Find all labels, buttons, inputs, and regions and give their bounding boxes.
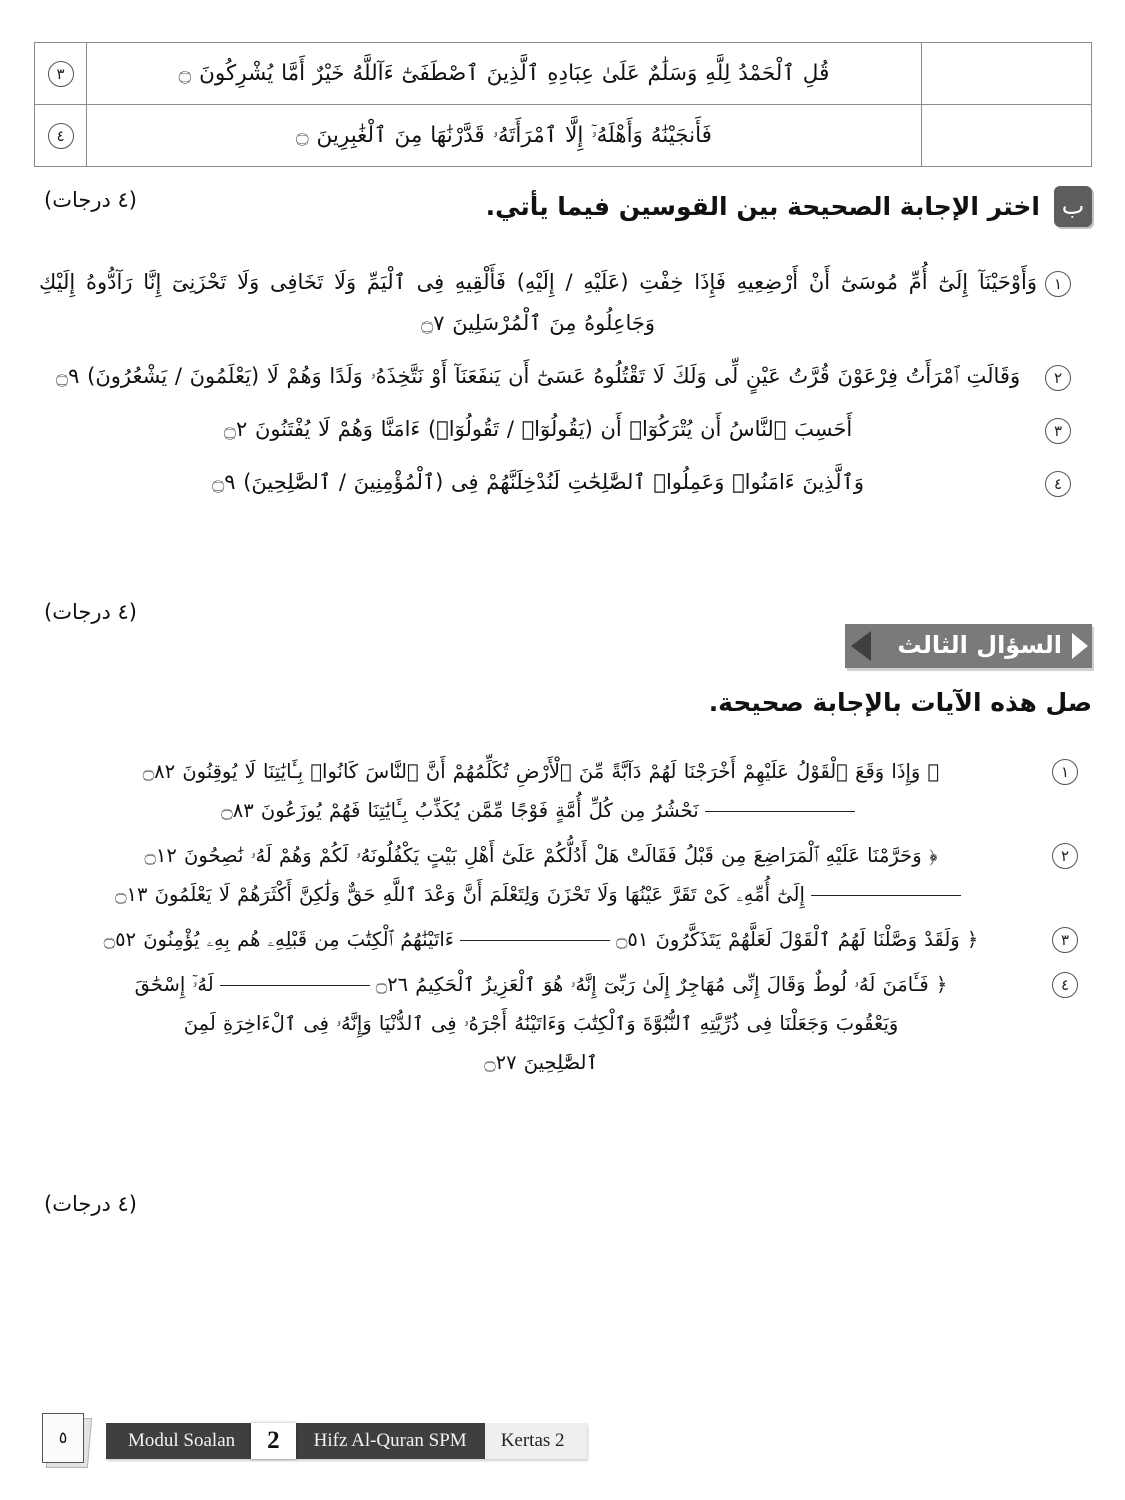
marks-section-b: (٤ درجات)	[44, 188, 137, 212]
item-body	[37, 965, 1045, 1082]
verse-line-2-text: لَهُۥٓ إِسْحَٰقَ	[134, 973, 214, 996]
question-number: ١	[1045, 271, 1071, 297]
verse-cell	[87, 43, 922, 105]
question-body	[39, 462, 1037, 503]
section-b-badge: ب	[1054, 186, 1092, 227]
verse-cell	[87, 105, 922, 167]
list-item	[39, 262, 1079, 344]
answer-cell[interactable]	[922, 43, 1092, 105]
list-item	[37, 836, 1085, 914]
question-body	[39, 409, 1037, 450]
item-number: ٢	[1052, 843, 1078, 869]
question-number-wrap	[1037, 462, 1079, 497]
question-text: وَأَوْحَيْنَآ إِلَىٰٓ أُمِّ مُوسَىٰٓ أَنْ أَرْضِعِيهِ فَإِذَا خِفْتِ (عَلَيْهِ / إِلَيْهِ) فَأَلْقِيهِ فِى ٱلْيَمِّ وَلَا تَخَافِى وَلَا تَحْزَنِىٓ إِنَّا رَآدُّوهُ إِلَيْكِ وَجَاعِلُوهُ مِنَ ٱلْمُرْسَلِينَ ۝٧	[39, 270, 1037, 335]
list-item	[37, 752, 1085, 830]
verse-line-1-text: ﴿ فَـَٔامَنَ لَهُۥ لُوطٌ وَقَالَ إِنِّى مُهَاجِرٌ إِلَىٰ رَبِّىٓ إِنَّهُۥ هُوَ ٱلْعَزِيزُ ٱلْحَكِيمُ ۝٢٦	[375, 973, 948, 996]
page-footer	[40, 1412, 587, 1470]
section-three-banner-wrap	[35, 624, 1092, 668]
section-three-instruction: صل هذه الآيات بالإجابة صحيحة.	[708, 688, 1092, 717]
verse-line-1: ﴿ وَإِذَا وَقَعَ ٱلْقَوْلُ عَلَيْهِمْ أَخْرَجْنَا لَهُمْ دَآبَّةً مِّنَ ٱلْأَرْضِ تُكَلِّمُهُمْ أَنَّ ٱلنَّاسَ كَانُوا۟ بِـَٔايَٰتِنَا لَا يُوقِنُونَ ۝٨٢	[142, 760, 940, 783]
footer-module-label: Modul Soalan	[106, 1423, 251, 1459]
question-number-wrap	[1037, 262, 1079, 297]
list-item	[39, 462, 1079, 503]
verse-line-1	[37, 920, 1045, 959]
section-three-banner: السؤال الثالث	[845, 624, 1092, 668]
row-number: ٣	[48, 61, 74, 87]
question-number-wrap	[1037, 356, 1079, 391]
item-number: ٤	[1052, 972, 1078, 998]
list-item	[39, 409, 1079, 450]
book-icon	[40, 1412, 92, 1470]
question-number: ٣	[1045, 418, 1071, 444]
item-body	[37, 752, 1045, 830]
verse-line-2-text: ءَاتَيْنَٰهُمُ ٱلْكِتَٰبَ مِن قَبْلِهِۦ هُم بِهِۦ يُؤْمِنُونَ ۝٥٢	[103, 928, 454, 951]
marks-section-three: (٤ درجات)	[44, 1192, 137, 1216]
question-number-wrap	[1037, 409, 1079, 444]
question-body	[39, 356, 1037, 397]
list-item	[37, 965, 1085, 1082]
question-body	[39, 262, 1037, 344]
list-item	[39, 356, 1079, 397]
verse-line-2-text: نَحْشُرُ مِن كُلِّ أُمَّةٍ فَوْجًا مِّمَّن يُكَذِّبُ بِـَٔايَٰتِنَا فَهُمْ يُوزَعُونَ ۝٨٣	[221, 799, 699, 822]
page-number: ٥	[58, 1428, 68, 1447]
question-number: ٢	[1045, 365, 1071, 391]
question-text: أَحَسِبَ ٱلنَّاسُ أَن يُتْرَكُوٓا۟ أَن (يَقُولُوٓا۟ / تَقُولُوٓا۟) ءَامَنَّا وَهُمْ لَا يُفْتَنُونَ ۝٢	[223, 416, 853, 441]
verse-table	[34, 42, 1092, 167]
question-text: وَٱلَّذِينَ ءَامَنُوا۟ وَعَمِلُوا۟ ٱلصَّٰلِحَٰتِ لَنُدْخِلَنَّهُمْ فِى (ٱلْمُؤْمِنِينَ / ٱلصَّٰلِحِينَ) ۝٩	[211, 469, 865, 494]
verse-line-1	[37, 965, 1045, 1004]
verse-line-4: ٱلصَّٰلِحِينَ ۝٢٧	[484, 1051, 598, 1074]
footer-module-number: 2	[251, 1423, 296, 1459]
table-row	[35, 105, 1092, 167]
verse-line-2-text: إِلَىٰٓ أُمِّهِۦ كَىْ تَقَرَّ عَيْنُهَا وَلَا تَحْزَنَ وَلِتَعْلَمَ أَنَّ وَعْدَ ٱللَّهِ حَقٌّ وَلَٰكِنَّ أَكْثَرَهُمْ لَا يَعْلَمُونَ ۝١٣	[115, 883, 805, 906]
item-number-wrap	[1045, 920, 1085, 953]
list-item	[37, 920, 1085, 959]
item-body	[37, 836, 1045, 914]
item-number-wrap	[1045, 752, 1085, 785]
footer-paper: Kertas 2	[485, 1423, 587, 1459]
item-number: ٣	[1052, 927, 1078, 953]
item-number-wrap	[1045, 965, 1085, 998]
row-number-cell	[35, 43, 87, 105]
marks-section-b-bottom: (٤ درجات)	[44, 600, 137, 624]
row-number: ٤	[48, 123, 74, 149]
item-number: ١	[1052, 759, 1078, 785]
verse-line-2	[37, 875, 1045, 914]
item-number-wrap	[1045, 836, 1085, 869]
table-row	[35, 43, 1092, 105]
answer-blank[interactable]	[811, 895, 961, 896]
footer-ribbon	[106, 1423, 587, 1459]
verse-text: فَأَنجَيْنَٰهُ وَأَهْلَهُۥٓ إِلَّا ٱمْرَأَتَهُۥ قَدَّرْنَٰهَا مِنَ ٱلْغَٰبِرِينَ ۝	[296, 122, 712, 148]
item-body	[37, 920, 1045, 959]
verse-line-3: وَيَعْقُوبَ وَجَعَلْنَا فِى ذُرِّيَّتِهِ ٱلنُّبُوَّةَ وَٱلْكِتَٰبَ وَءَاتَيْنَٰهُ أَجْرَهُۥ فِى ٱلدُّنْيَا وَإِنَّهُۥ فِى ٱلْءَاخِرَةِ لَمِنَ	[183, 1012, 899, 1035]
footer-subject: Hifz Al-Quran SPM	[296, 1423, 485, 1459]
verse-text: قُلِ ٱلْحَمْدُ لِلَّهِ وَسَلَٰمٌ عَلَىٰ عِبَادِهِ ٱلَّذِينَ ٱصْطَفَىٰٓ ءَآللَّهُ خَيْرٌ أَمَّا يُشْرِكُونَ ۝	[178, 60, 830, 86]
answer-cell[interactable]	[922, 105, 1092, 167]
verse-line-2	[37, 791, 1045, 830]
question-text: وَقَالَتِ ٱمْرَأَتُ فِرْعَوْنَ قُرَّتُ عَيْنٍ لِّى وَلَكَ لَا تَقْتُلُوهُ عَسَىٰٓ أَن يَنفَعَنَآ أَوْ نَتَّخِذَهُۥ وَلَدًا وَهُمْ لَا (يَعْلَمُونَ / يَشْعُرُونَ) ۝٩	[55, 363, 1021, 388]
answer-blank[interactable]	[705, 811, 855, 812]
answer-blank[interactable]	[220, 985, 370, 986]
verse-line-1: ﴿ وَحَرَّمْنَا عَلَيْهِ ٱلْمَرَاضِعَ مِن قَبْلُ فَقَالَتْ هَلْ أَدُلُّكُمْ عَلَىٰٓ أَهْلِ بَيْتٍ يَكْفُلُونَهُۥ لَكُمْ وَهُمْ لَهُۥ نَٰصِحُونَ ۝١٢	[144, 844, 938, 867]
section-b-header	[35, 186, 1092, 227]
mcq-list	[39, 262, 1079, 515]
section-b-instruction: اختر الإجابة الصحيحة بين القوسين فيما يأتي.	[485, 192, 1040, 221]
answer-blank[interactable]	[460, 940, 610, 941]
matching-list	[37, 752, 1085, 1088]
question-number: ٤	[1045, 471, 1071, 497]
row-number-cell	[35, 105, 87, 167]
verse-line-1-text: ﴿ وَلَقَدْ وَصَّلْنَا لَهُمُ ٱلْقَوْلَ لَعَلَّهُمْ يَتَذَكَّرُونَ ۝٥١	[615, 928, 979, 951]
